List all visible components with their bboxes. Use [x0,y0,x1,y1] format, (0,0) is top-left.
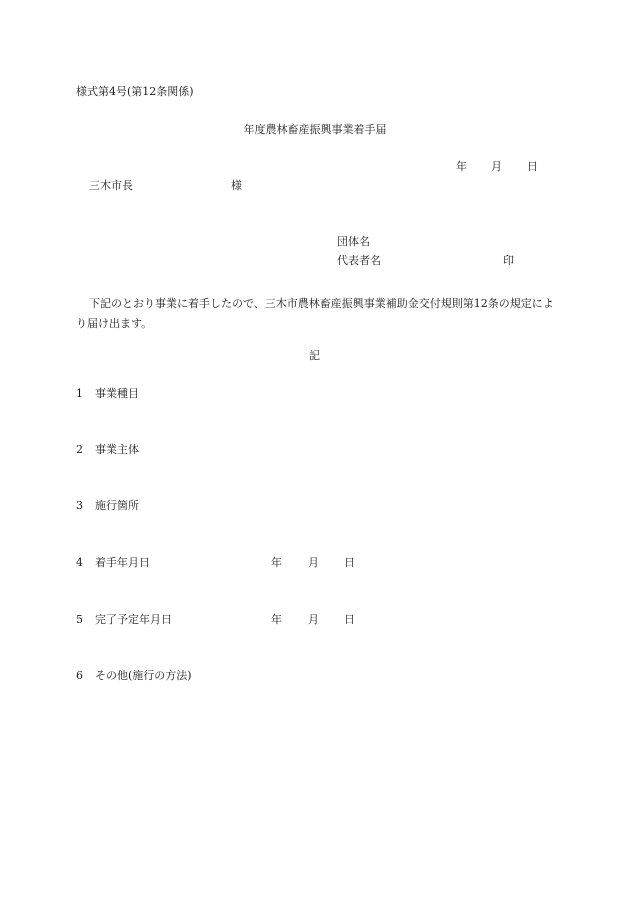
completion-date-year-label: 年 [271,613,282,626]
item-number: 6 [76,669,83,682]
item-number: 1 [76,387,83,400]
item-number: 4 [76,556,83,569]
item-number: 3 [76,499,83,512]
addressee-honorific: 様 [231,179,242,192]
item-label-start-date: 着手年月日 [95,556,150,569]
ki-heading: 記 [309,349,320,362]
date-month-label: 月 [491,160,502,173]
date-day-label: 日 [527,160,538,173]
document-title: 年度農林畜産振興事業着手届 [243,123,387,136]
item-label-construction-site: 施行箇所 [95,499,139,512]
completion-date-month-label: 月 [308,613,319,626]
item-label-other: その他(施行の方法) [95,669,192,682]
item-label-business-type: 事業種目 [95,387,139,400]
seal-mark: 印 [503,254,514,267]
date-year-label: 年 [456,160,467,173]
start-date-day-label: 日 [344,556,355,569]
representative-name-label: 代表者名 [337,254,381,267]
organization-name-label: 団体名 [337,235,370,248]
start-date-month-label: 月 [308,556,319,569]
body-paragraph: 下記のとおり事業に着手したので、三木市農林畜産振興事業補助金交付規則第12条の規定により届け出ます。 [76,297,554,330]
completion-date-day-label: 日 [344,613,355,626]
item-label-business-entity: 事業主体 [95,443,139,456]
item-number: 2 [76,443,83,456]
item-number: 5 [76,613,83,626]
addressee-name: 三木市長 [89,179,133,192]
form-number: 様式第4号(第12条関係) [76,85,194,98]
item-label-completion-date: 完了予定年月日 [95,613,172,626]
start-date-year-label: 年 [271,556,282,569]
